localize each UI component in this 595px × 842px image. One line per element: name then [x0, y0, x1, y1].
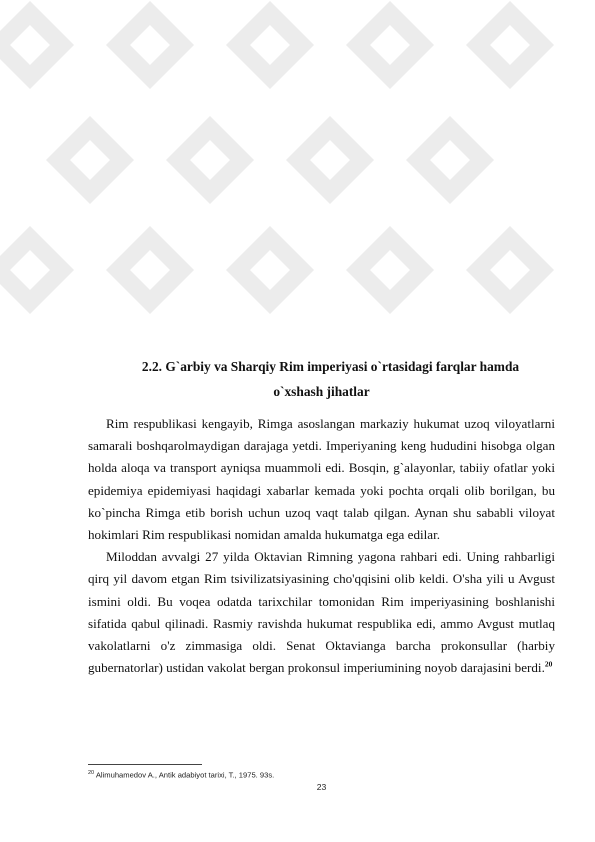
watermark-logo-icon	[280, 110, 380, 210]
watermark-logo-icon	[220, 0, 320, 95]
watermark-logo-icon	[0, 220, 80, 320]
footnote-reference[interactable]: 20	[544, 659, 553, 669]
watermark-logo-icon	[400, 110, 500, 210]
paragraph-2	[88, 546, 555, 679]
section-heading-line-2: o`xshash jihatlar	[273, 383, 370, 399]
paragraph-2-text: Miloddan avvalgi 27 yilda Oktavian Rimning yagona rahbari edi. Uning rahbarligi qirq yil davom etgan Rim tsivilizatsiyasining cho'qqisini olib keldi. O'sha yili u Avgust ismini oldi. Bu voqea odatda tarixchilar tomonidan Rim imperiyasining boshlanishi sifatida qabul qilinadi. Rasmiy ravishda hukumat respublika edi, ammo Avgust mutlaq vakolatlarni o'z zimmasiga oldi. Senat Oktavianga barcha prokonsullar (harbiy gubernatorlar) ustidan vakolat bergan prokonsul imperiumining noyob darajasini berdi.	[88, 549, 555, 676]
watermark-logo-icon	[0, 0, 80, 95]
paragraph-1-text: Rim respublikasi kengayib, Rimga asoslangan markaziy hukumat uzoq viloyatlarni samarali boshqarolmaydigan darajaga yetdi. Imperiyaning keng hududini hisobga olgan holda aloqa va transport ayniqsa muammoli edi. Bosqin, g`alayonlar, tabiiy ofatlar yoki epidemiya epidemiyasi haqidagi xabarlar kemada yoki pochta orqali olib borilgan, bu ko`pincha Rimga etib borish uchun uzoq vaqt talab qilgan. Aynan shu sababli viloyat hokimlari Rim respublikasi nomidan amalda hukumatga ega edilar.	[88, 416, 555, 543]
section-heading	[88, 355, 555, 404]
watermark-logo-icon	[100, 0, 200, 95]
watermark-logo-icon	[40, 110, 140, 210]
watermark-logo-icon	[220, 220, 320, 320]
paragraph-1	[88, 413, 555, 546]
watermark-logo-icon	[460, 220, 560, 320]
footnote-text: Alimuhamedov A., Antik adabiyot tarixi, T., 1975. 93s.	[95, 770, 275, 780]
section-heading-line-1: 2.2. G`arbiy va Sharqiy Rim imperiyasi o`rtasidagi farqlar hamda	[141, 359, 520, 374]
watermark-logo-icon	[460, 0, 560, 95]
watermark-logo-icon	[100, 220, 200, 320]
watermark-logo-icon	[340, 0, 440, 95]
watermark-logo-icon	[340, 220, 440, 320]
page-number: 23	[316, 782, 327, 792]
watermark-row-3	[0, 220, 595, 330]
watermark-logo-icon	[160, 110, 260, 210]
watermark-row-1	[0, 0, 595, 110]
watermark-row-2	[0, 110, 595, 220]
footnote	[88, 768, 558, 781]
footnote-separator	[88, 764, 202, 765]
body-text	[88, 413, 555, 679]
footnote-number: 20	[88, 770, 95, 776]
